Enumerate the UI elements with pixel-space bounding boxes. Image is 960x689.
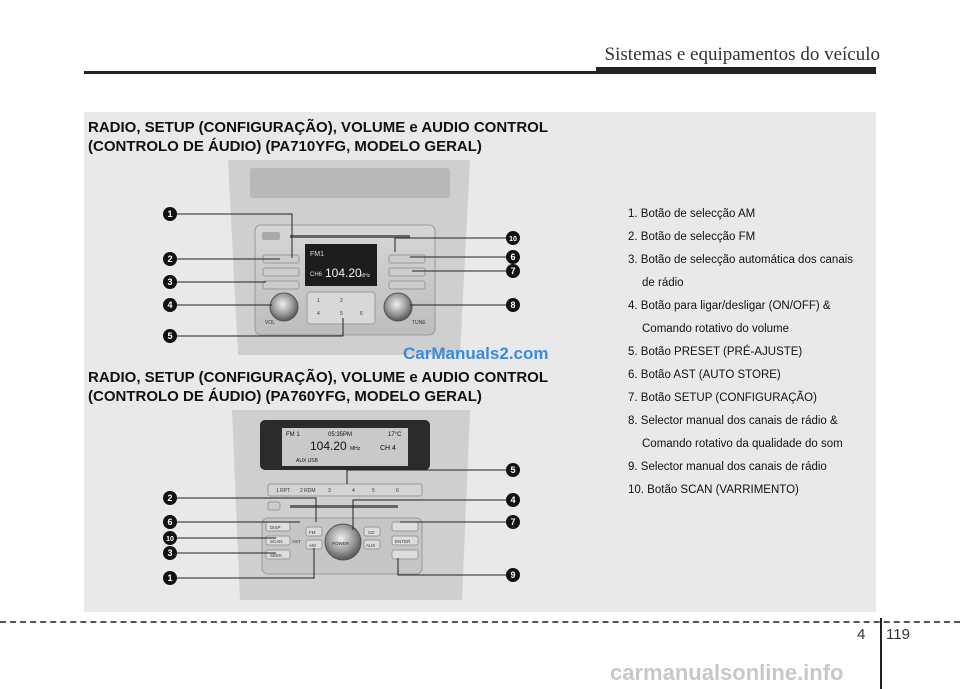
callout-number: 4 [167, 300, 173, 311]
radio2-display-ch: CH 4 [380, 445, 396, 452]
callout-number: 7 [510, 266, 516, 277]
radio1-preset-1[interactable]: 1 [317, 298, 320, 304]
legend-item-text: 1. Botão de selecção AM [628, 208, 756, 220]
radio2-display-aux: AUX USB [296, 458, 318, 464]
legend-item [628, 387, 878, 410]
callout-number: 10 [509, 236, 517, 244]
radio1-vol-label: VOL [265, 320, 276, 326]
callout-number: 5 [510, 465, 516, 476]
radio2-preset-row [268, 484, 422, 496]
legend-item-continuation: Comando rotativo do volume [642, 323, 790, 335]
footer-watermark: carmanualsonline.info [610, 660, 844, 685]
radio2-preset-6[interactable]: 6 [396, 488, 399, 494]
legend-item-text: 6. Botão AST (AUTO STORE) [628, 369, 781, 381]
radio2-preset-1[interactable]: 1 RPT [276, 488, 291, 494]
radio2-display-time: 05:35PM [328, 432, 353, 438]
radio1-preset-block [307, 292, 375, 324]
callout-number: 10 [166, 536, 174, 544]
legend-item-continuation: Comando rotativo da qualidade do som [642, 438, 843, 450]
legend-item [628, 341, 878, 364]
callout-number: 5 [167, 331, 173, 342]
radio2-seek-right-button[interactable] [392, 550, 418, 559]
radio1-setup-button[interactable] [389, 268, 425, 276]
legend-item [628, 479, 878, 502]
legend-item-continuation: de rádio [642, 277, 684, 289]
callout-number: 2 [167, 254, 173, 265]
radio1-scan-button[interactable] [389, 255, 425, 263]
callout-number: 4 [510, 495, 516, 506]
radio2-aux-label: AUX [366, 543, 376, 548]
radio2-seek-label: SEEK [270, 553, 283, 558]
callout-number: 2 [167, 493, 173, 504]
radio2-eject-button[interactable] [268, 502, 280, 510]
radio2-power-label: POWER [332, 541, 350, 546]
callout-number: 9 [510, 570, 516, 581]
footer-divider [880, 618, 882, 689]
callout-number: 3 [167, 277, 173, 288]
radio1-cd-aux-buttons[interactable] [263, 268, 299, 276]
callout-number: 8 [510, 300, 516, 311]
radio2-enter-label: ENTER [395, 539, 411, 544]
radio2-display-unit: MHz [350, 446, 361, 452]
radio1-tune-label: TUNE [412, 320, 426, 326]
section2-title-line1: RADIO, SETUP (CONFIGURAÇÃO), VOLUME e AUDIO CONTROL [88, 369, 549, 386]
radio2-display-freq: 104.20 [310, 439, 347, 453]
section1-title-line2: (CONTROLO DE ÁUDIO) (PA710YFG, MODELO GERAL) [88, 138, 482, 155]
callout-number: 1 [167, 209, 173, 220]
radio1-display-band: FM1 [310, 251, 324, 258]
legend-item-text: 10. Botão SCAN (VARRIMENTO) [628, 484, 799, 496]
section2-title-line2: (CONTROLO DE ÁUDIO) (PA760YFG, MODELO GERAL) [88, 388, 482, 405]
legend-item-text: 4. Botão para ligar/desligar (ON/OFF) & [628, 300, 831, 312]
radio1-preset-6[interactable]: 6 [360, 311, 363, 317]
legend-item-text: 2. Botão de selecção FM [628, 231, 756, 243]
legend-item [628, 249, 878, 272]
legend-item-text: 3. Botão de selecção automática dos canais [628, 254, 854, 266]
radio1-display-unit: MHz [360, 273, 371, 279]
legend-item [628, 364, 878, 387]
radio2-am-label: AM [309, 543, 316, 548]
callout-number: 7 [510, 517, 516, 528]
legend-item [628, 295, 878, 318]
legend-item-text: 5. Botão PRESET (PRÉ-AJUSTE) [628, 346, 803, 358]
chapter-number: 4 [857, 626, 866, 643]
legend-item [628, 456, 878, 479]
radio1-preset-2[interactable]: 2 [340, 298, 343, 304]
radio2-preset-5[interactable]: 5 [372, 488, 375, 494]
legend-list [628, 203, 878, 502]
radio2-disp-label: DISP [270, 525, 281, 530]
radio1-tune-knob[interactable] [384, 293, 412, 321]
page-header-title: Sistemas e equipamentos do veículo [604, 44, 880, 65]
radio1-cd-slot [290, 235, 410, 238]
radio1-preset-5[interactable]: 5 [340, 311, 343, 317]
callout-number: 6 [510, 252, 516, 263]
legend-item-text: 7. Botão SETUP (CONFIGURAÇÃO) [628, 392, 817, 404]
radio2-preset-4[interactable]: 4 [352, 488, 355, 494]
radio2-scan-label: SCAN [270, 539, 283, 544]
radio2-cd-label: CD [368, 530, 375, 535]
radio1-audio-button[interactable] [389, 281, 425, 289]
footer-rule [0, 621, 960, 623]
callout-number: 3 [167, 548, 173, 559]
section1-title-line1: RADIO, SETUP (CONFIGURAÇÃO), VOLUME e AUDIO CONTROL [88, 119, 549, 136]
radio1-preset-4[interactable]: 4 [317, 311, 320, 317]
radio2-setup-button[interactable] [392, 522, 418, 531]
callout-number: 1 [167, 573, 173, 584]
radio1-display-ch: CH6 [310, 272, 323, 278]
radio2-cd-slot [290, 505, 398, 508]
radio2-preset-2[interactable]: 2 RDM [300, 488, 316, 494]
radio1-top-vent [250, 168, 450, 198]
radio1-display-freq: 104.20 [325, 266, 362, 280]
radio2-display-band: FM 1 [286, 432, 300, 438]
radio1-seek-button[interactable] [263, 281, 299, 289]
radio1-volume-knob[interactable] [270, 293, 298, 321]
watermark-text: CarManuals2.com [403, 344, 549, 363]
radio1-eject-button[interactable] [262, 232, 280, 240]
legend-item [628, 203, 878, 226]
callout-number: 6 [167, 517, 173, 528]
radio2-ast-label: AST [292, 539, 301, 544]
page-number: 119 [886, 626, 910, 643]
legend-item-text: 8. Selector manual dos canais de rádio & [628, 415, 838, 427]
legend-item [628, 226, 878, 249]
legend-item [628, 410, 878, 433]
radio2-display-temp: 17°C [388, 432, 402, 438]
radio2-fm-label: FM [309, 530, 316, 535]
radio2-unit [232, 410, 470, 600]
legend-item-text: 9. Selector manual dos canais de rádio [628, 461, 827, 473]
radio2-preset-3[interactable]: 3 [328, 488, 331, 494]
